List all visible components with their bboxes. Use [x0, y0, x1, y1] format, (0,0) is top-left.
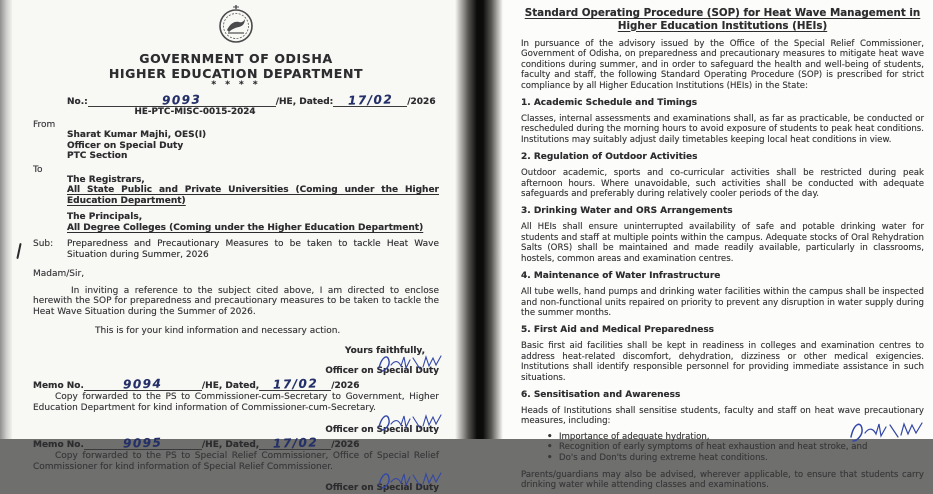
- signer-title: Officer on Special Duty: [325, 482, 439, 493]
- signer-line: [33, 424, 439, 436]
- recipient-title: The Registrars,: [67, 174, 145, 185]
- section-body: All tube wells, hand pumps and drinking water facilities within the campus shall be inspected and non-functional units repaired on priority to prevent any disruption in water supply during the summer months.: [521, 287, 924, 318]
- bullet-item: • Recognition of early symptoms of heat exhaustion and heat stroke, and: [547, 442, 924, 453]
- signer-title: Officer on Special Duty: [325, 424, 439, 435]
- no-label: No.:: [67, 97, 88, 107]
- section-heading: 1. Academic Schedule and Timings: [521, 98, 698, 109]
- body-paragraph: In inviting a reference to the subject cited above, I am directed to enclose herewith the SOP for preparedness and precautionary measures to be taken to tackle the Heat Wave Situation during the Summer of 2026.: [33, 285, 439, 318]
- recipient-detail: All Degree Colleges (Coming under the Higher Education Department): [67, 222, 424, 233]
- recipient-group: [67, 212, 439, 233]
- memo-text: Copy forwarded to the PS to Special Relief Commissioner, Office of Special Relief Commissioner for kind information of Special Relief Commissioner.: [33, 450, 439, 472]
- subject-row: [33, 239, 439, 261]
- memo-number-line: [33, 378, 439, 391]
- memo-number-field: [84, 437, 202, 450]
- header-stars: * * * *: [211, 80, 261, 90]
- section-body: Outdoor academic, sports and co-curricular activities shall be restricted during peak afternoon hours. Where unavoidable, such activities shall be conducted with adequate safeguards and preferably during relatively cooler periods of the day.: [521, 168, 924, 200]
- bullet-item: • Do's and Don'ts during extreme heat conditions.: [547, 453, 924, 464]
- signature-scribble-icon: [375, 352, 447, 374]
- ref-year-label: /2026: [407, 97, 436, 107]
- dept-name: HIGHER EDUCATION DEPARTMENT: [108, 66, 364, 81]
- memo-date-field: [259, 437, 331, 450]
- memo-label: Memo No.: [33, 439, 84, 450]
- file-number: HE-PTC-MISC-0015-2024: [134, 107, 256, 117]
- bullet-item: • Importance of adequate hydration,: [547, 432, 924, 443]
- from-label: From: [33, 120, 56, 130]
- handwritten-memo-number: 9095: [123, 435, 163, 451]
- memo-dated-label: /HE, Dated,: [201, 380, 260, 391]
- sop-intro-paragraph: In pursuance of the advisory issued by the Office of the Special Relief Commissioner, Government of Odisha, on preparedness and precautionary measures to mitigate heat wave conditions during summer, and in order to safeguard the health and well-being of students, faculty and staff, the following Standard Operating Procedure (SOP) is prescribed for strict compliance by all Higher Education Institutions (HEIs) in the State:: [521, 39, 924, 91]
- memo-number-field: [84, 378, 202, 391]
- section-body: Basic first aid facilities shall be kept in readiness in colleges and examination centres to address heat-related discomfort, dehydration, dizziness or other medical exigencies. Institutions shall identify responsible personnel for providing immediate assistance in such situations.: [521, 341, 924, 383]
- ref-number-line: [67, 93, 439, 107]
- signer-line: [33, 482, 439, 494]
- signature-scribble-icon: [845, 419, 929, 445]
- org-name: GOVERNMENT OF ODISHA: [139, 51, 333, 66]
- odisha-emblem-icon: [215, 4, 257, 50]
- handwritten-memo-date: 17/02: [272, 435, 319, 451]
- he-dated-label: /HE, Dated:: [275, 97, 334, 107]
- signer-line: [33, 365, 439, 377]
- signer-title: Officer on Special Duty: [325, 365, 439, 376]
- handwritten-memo-date: 17/02: [272, 376, 319, 392]
- ref-date-field: [333, 93, 407, 107]
- salutation: Madam/Sir,: [33, 268, 85, 279]
- section-heading: 2. Regulation of Outdoor Activities: [521, 152, 698, 163]
- closing-phrase: Yours faithfully,: [344, 345, 425, 356]
- from-name: Sharat Kumar Majhi, OES(I): [67, 130, 207, 140]
- closing-paragraph: Parents/guardians may also be advised, wherever applicable, to ensure that students carry drinking water while attending classes and examinations.: [521, 469, 924, 490]
- memo-year-label: /2026: [331, 380, 360, 391]
- signature-scribble-icon: [375, 411, 447, 433]
- to-label: To: [33, 164, 43, 175]
- section-heading: 3. Drinking Water and ORS Arrangements: [521, 206, 733, 217]
- subject-text: Preparedness and Precautionary Measures to be taken to tackle Heat Wave Situation during Summer, 2026: [67, 239, 439, 260]
- from-section: PTC Section: [67, 151, 128, 161]
- section-heading: 4. Maintenance of Water Infrastructure: [521, 271, 721, 282]
- handwritten-ref-number: 9093: [161, 92, 202, 108]
- memo-number-line: [33, 437, 439, 450]
- memo-text: Copy forwarded to the PS to Commissioner-cum-Secretary to Government, Higher Education Department for kind information of Commissioner-cum-Secretary.: [33, 391, 439, 413]
- memo-year-label: /2026: [331, 439, 360, 450]
- recipient-title: The Principals,: [67, 212, 143, 222]
- section-body: All HEIs shall ensure uninterrupted availability of safe and potable drinking water for students and staff at multiple points within the campus. Adequate stocks of Oral Rehydration Salts (ORS) shall be maintained and made readily available, particularly in classrooms, hostels, common areas and examination centres.: [521, 222, 924, 264]
- from-designation: Officer on Special Duty: [67, 140, 184, 151]
- letter-page: [12, 0, 455, 493]
- handwritten-ref-date: 17/02: [347, 92, 394, 108]
- memo-date-field: [259, 378, 331, 391]
- ref-number-field: [88, 93, 276, 107]
- signature-scribble-icon: [375, 469, 447, 491]
- sop-title: Standard Operating Procedure (SOP) for Heat Wave Management in Higher Education Institutions (HEIs): [524, 7, 921, 32]
- recipient-group: [67, 175, 439, 207]
- subject-label: Sub:: [33, 239, 54, 249]
- section-body: Classes, internal assessments and examinations shall, as far as practicable, be conducted or rescheduled during the morning hours to avoid exposure of students to peak heat conditions. Institutions may suitably adjust daily timetables keeping local heat conditions in view.: [521, 114, 924, 145]
- memo-label: Memo No.: [33, 380, 84, 391]
- sop-page: [503, 0, 933, 490]
- section-heading: 5. First Aid and Medical Preparedness: [521, 325, 715, 336]
- body-paragraph: This is for your kind information and necessary action.: [95, 325, 341, 336]
- section-heading: 6. Sensitisation and Awareness: [521, 389, 681, 400]
- page-binding-shadow: [455, 0, 503, 439]
- handwritten-memo-number: 9094: [123, 376, 163, 392]
- handwritten-tick-mark: [16, 243, 21, 259]
- recipient-detail: All State Public and Private Universities (Coming under the Higher Education Department): [67, 185, 439, 206]
- scan-left-edge: [0, 0, 12, 439]
- memo-dated-label: /HE, Dated,: [201, 439, 260, 450]
- section-body: Heads of Institutions shall sensitise students, faculty and staff on heat wave precautionary measures, including:: [521, 405, 924, 427]
